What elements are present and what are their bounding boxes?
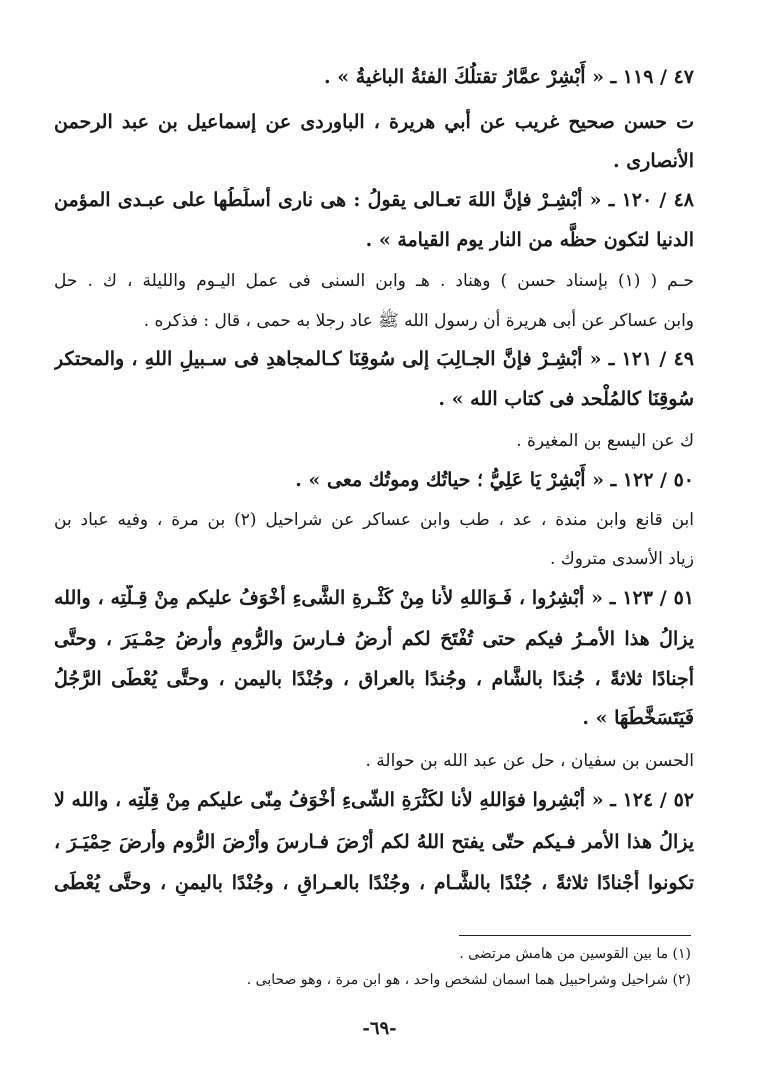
source-50-line-2: زياد الأسدى متروك . (549, 549, 694, 569)
footnote-2: (٢) شراحيل وشراحبيل هما اسمان لشخص واحد ، هو ابن مرة ، وهو صحابى . (246, 972, 691, 988)
hadith-48-line-2: الدنيا لتكون حظَّه من النار يوم القيامة » . (365, 229, 694, 251)
source-51-line-1: الحسن بن سفيان ، حل عن عبد الله بن حوالة . (365, 751, 694, 771)
hadith-51-line-3: أجنادًا ثلاثةً ، جُندًا بالشَّام ، وجُندًا بالعراق ، وجُنْدًا باليمن ، وحتَّى يُعْطَى الرَّجُلُ (54, 668, 694, 690)
hadith-51-line-4: فَيَتَسَخَّطَهَا » . (582, 707, 694, 729)
source-47-line-1: ت حسن صحيح غريب عن أبي هريرة ، الباوردى عن إسماعيل بن عبد الرحمن (54, 111, 694, 133)
source-48-line-2: وابن عساكر عن أبى هريرة أن رسول الله ﷺ عاد رجلا به حمى ، قال : فذكره . (143, 311, 694, 331)
footnote-divider (459, 935, 691, 936)
source-49-line-1: ك عن اليسع بن المغيرة . (516, 431, 694, 451)
hadith-52-line-1: ٥٢ / ١٢٤ ـ « أَبْشِروا فوَاللهِ لأنا لكَثْرَةِ الشّىءِ أَخْوَفُ مِنّى عليكم مِنْ قِلَّتِه ، والله لا (54, 789, 694, 811)
hadith-48-line-1: ٤٨ / ١٢٠ ـ « أَبْشِـرْ فإنَّ اللهَ تعـالى يقولُ : هى نارى أُسلِّطُها على عبـدى المؤمن (54, 189, 694, 211)
footnote-1: (١) ما بين القوسين من هامش مرتضى . (459, 946, 691, 962)
hadith-51-line-1: ٥١ / ١٢٣ ـ « أَبْشِرُوا ، فَـوَاللهِ لأَنا مِنْ كَثْـرةِ الشَّىءِ أَخْوَفُ عليكم مِنْ قِـلَّتِه ، والله (54, 587, 694, 609)
hadith-47-line-1: ٤٧ / ١١٩ ـ « أَبْشِرْ عمَّارُ تقتلُكَ الفئةُ الباغيةُ » . (324, 66, 694, 88)
hadith-52-line-3: تكونوا أَجْنادًا ثلاثةً ، جُنْدًا بالشَّـام ، وجُنْدًا بالعـراقِ ، وجُنْدًا باليمنِ ، وحتَّى يُعْطَى (54, 872, 694, 894)
source-47-line-2: الأنصارى . (613, 150, 694, 172)
source-50-line-1: ابن قانع وابن مندة ، عد ، طب وابن عساكر عن شراحيل (٢) بن مرة ، وفيه عباد بن (54, 510, 694, 530)
hadith-50-line-1: ٥٠ / ١٢٢ ـ « أَبْشِرْ يَا عَلِيُّ ؛ حياتُك وموتُك معى » . (295, 469, 694, 491)
source-48-line-1: حـم ( (١) بإسناد حسن ) وهناد . هـ وابن السنى فى عمل اليـوم والليلة ، ك . حل (54, 271, 694, 291)
hadith-49-line-1: ٤٩ / ١٢١ ـ « أَبْشِـرْ فإنَّ الجـالِبَ إلى سُوقِنَا كـالمجاهدِ فى سـبيلِ اللهِ ، والمحتكر (54, 348, 694, 370)
hadith-51-line-2: يزالُ هذا الأمـرُ فيكم حتى تُفْتَحَ لكم أرضُ فـارسَ والرُّومِ وأرضُ حِمْـيَرَ ، وحتَّى (54, 628, 694, 650)
page-number: -٦٩- (362, 1018, 397, 1039)
hadith-52-line-2: يزالُ هذا الأمر فـيكم حتّى يفتح اللهُ لكم أَرْضَ فـارسَ وأَرْضَ الرُّوم وأرضَ حِمْيَـرَ ، (54, 831, 694, 853)
hadith-49-line-2: سُوقِنَا كالمُلْحد فى كتاب الله » . (438, 388, 694, 410)
